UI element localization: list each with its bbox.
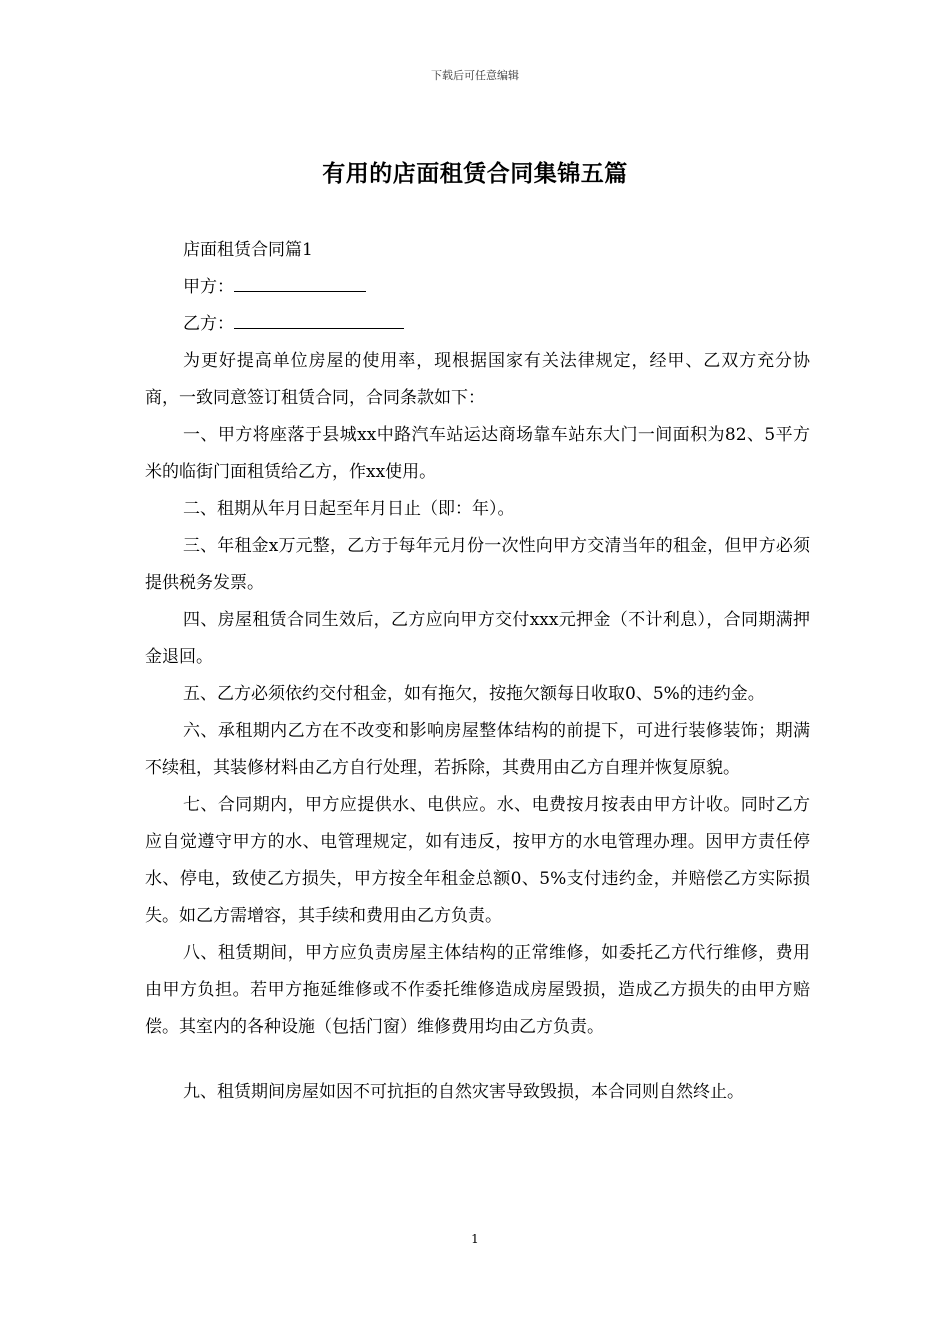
paragraph-clause-7: 七、合同期内，甲方应提供水、电供应。水、电费按月按表由甲方计收。同时乙方应自觉遵守甲方的水、电管理规定，如有违反，按甲方的水电管理办理。因甲方责任停水、停电，致使乙方损失，甲方按全年租金总额0、5%支付违约金，并赔偿乙方实际损失。如乙方需增容，其手续和费用由乙方负责。: [145, 795, 810, 926]
document-title: 有用的店面租赁合同集锦五篇: [322, 160, 628, 187]
paragraph-clause-3: 三、年租金x万元整，乙方于每年元月份一次性向甲方交清当年的租金，但甲方必须提供税务发票。: [145, 536, 810, 593]
paragraph-gap: [145, 1046, 810, 1074]
document-body: [145, 232, 810, 1111]
paragraph-clause-6: 六、承租期内乙方在不改变和影响房屋整体结构的前提下，可进行装修装饰；期满不续租，其装修材料由乙方自行处理，若拆除，其费用由乙方自理并恢复原貌。: [145, 721, 810, 778]
paragraph-intro: 为更好提高单位房屋的使用率，现根据国家有关法律规定，经甲、乙双方充分协商，一致同意签订租赁合同，合同条款如下：: [145, 351, 810, 408]
party-b-label: 乙方：: [183, 314, 234, 334]
header-note: 下载后可任意编辑: [431, 69, 519, 82]
party-b-line: [145, 306, 810, 343]
paragraph-clause-4: 四、房屋租赁合同生效后，乙方应向甲方交付xxx元押金（不计利息），合同期满押金退回。: [145, 610, 810, 667]
paragraph-clause-8: 八、租赁期间，甲方应负责房屋主体结构的正常维修，如委托乙方代行维修，费用由甲方负担。若甲方拖延维修或不作委托维修造成房屋毁损，造成乙方损失的由甲方赔偿。其室内的各种设施（包括门窗）维修费用均由乙方负责。: [145, 943, 810, 1037]
paragraph-clause-2: 二、租期从年月日起至年月日止（即：年）。: [183, 499, 515, 519]
section-heading: 店面租赁合同篇1: [183, 240, 313, 260]
paragraph-clause-5: 五、乙方必须依约交付租金，如有拖欠，按拖欠额每日收取0、5%的违约金。: [183, 684, 765, 704]
party-b-blank: [234, 314, 404, 329]
party-a-label: 甲方：: [183, 277, 234, 297]
page-number: 1: [471, 1232, 479, 1246]
paragraph-clause-9: 九、租赁期间房屋如因不可抗拒的自然灾害导致毁损，本合同则自然终止。: [183, 1082, 744, 1102]
party-a-blank: [234, 277, 366, 292]
party-a-line: [145, 269, 810, 306]
paragraph-clause-1: 一、甲方将座落于县城xx中路汽车站运达商场靠车站东大门一间面积为82、5平方米的临街门面租赁给乙方，作xx使用。: [145, 425, 810, 482]
